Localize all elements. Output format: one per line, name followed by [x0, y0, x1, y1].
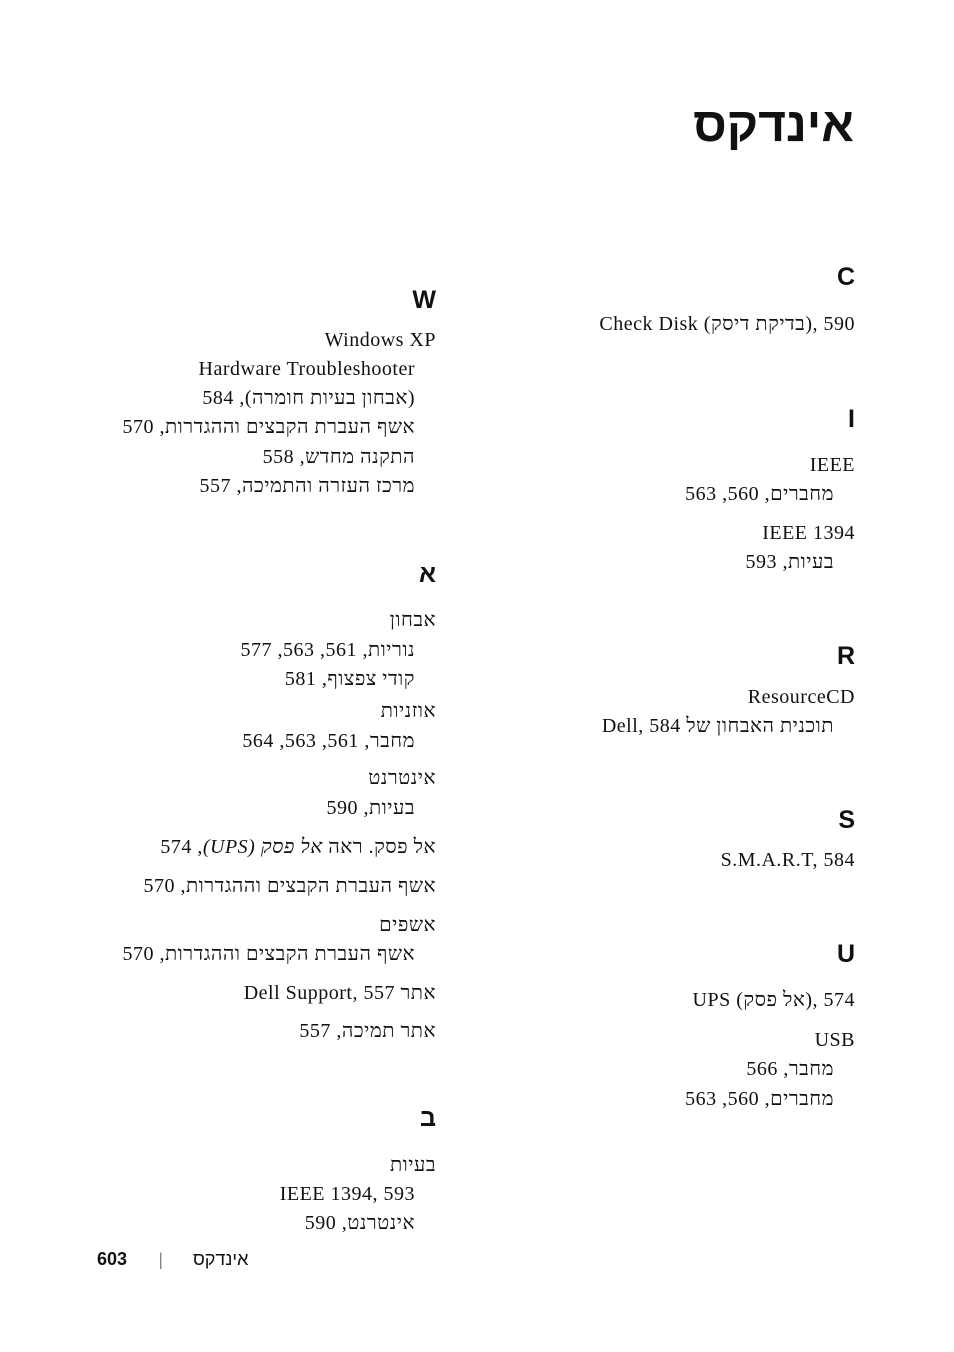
- section-letter: I: [848, 405, 855, 433]
- index-entry-see-also: [160, 834, 436, 860]
- page-title: אינדקס: [693, 99, 854, 152]
- index-subentry: Hardware Troubleshooter: [198, 358, 415, 380]
- index-entry: אינטרנט: [368, 767, 436, 789]
- index-entry: Windows XP: [324, 329, 436, 351]
- page-number: 603: [97, 1249, 128, 1269]
- index-subentry: אינטרנט, 590: [304, 1212, 415, 1234]
- footer-section-label: אינדקס: [193, 1249, 249, 1269]
- index-entry: USB: [814, 1029, 855, 1051]
- index-entry: ResourceCD: [747, 686, 855, 708]
- index-subentry: קודי צפצוף, 581: [284, 668, 415, 690]
- index-subentry: IEEE 1394, 593: [279, 1183, 415, 1205]
- index-subentry: התקנה מחדש, 558: [262, 446, 415, 468]
- section-letter: S: [838, 806, 855, 834]
- index-entry: UPS (אל פסק), 574: [692, 989, 855, 1011]
- index-entry: IEEE: [809, 454, 855, 476]
- index-subentry: בעיות, 593: [745, 551, 834, 573]
- index-entry: אשפים: [379, 914, 436, 936]
- footer-separator: |: [159, 1249, 163, 1269]
- index-subentry: מחבר, 561, 563, 564: [242, 730, 415, 752]
- index-entry: Check Disk (בדיקת דיסק), 590: [599, 313, 855, 335]
- index-subentry: נוריות, 561, 563, 577: [240, 639, 415, 661]
- index-subentry: אשף העברת הקבצים וההגדרות, 570: [122, 416, 415, 438]
- section-letter: C: [836, 263, 855, 291]
- index-subentry: (אבחון בעיות חומרה), 584: [202, 387, 415, 409]
- index-subentry: מחברים, 560, 563: [685, 483, 834, 505]
- index-entry: אתר תמיכה, 557: [299, 1020, 436, 1042]
- see-text: אל פסק. ראה: [322, 836, 436, 858]
- index-subentry: תוכנית האבחון של Dell, 584: [601, 715, 834, 737]
- index-subentry: מחבר, 566: [746, 1058, 834, 1080]
- section-letter: W: [412, 286, 436, 314]
- section-letter: R: [836, 642, 855, 670]
- index-entry: IEEE 1394: [762, 522, 855, 544]
- section-letter: ב: [419, 1104, 436, 1132]
- see-reference: אל פסק (UPS): [202, 836, 323, 858]
- index-entry: אוזניות: [380, 700, 436, 722]
- index-entry: אשף העברת הקבצים וההגדרות, 570: [143, 875, 436, 897]
- section-letter: U: [836, 940, 855, 968]
- index-subentry: מרכז העזרה והתמיכה, 557: [199, 475, 415, 497]
- index-entry: אתר Dell Support, 557: [243, 982, 436, 1004]
- index-subentry: בעיות, 590: [326, 797, 415, 819]
- index-subentry: מחברים, 560, 563: [685, 1088, 834, 1110]
- index-entry: בעיות: [389, 1154, 436, 1176]
- index-entry: אבחון: [389, 609, 436, 631]
- page-ref: , 574: [160, 836, 203, 858]
- index-subentry: אשף העברת הקבצים וההגדרות, 570: [122, 943, 415, 965]
- index-entry: S.M.A.R.T, 584: [720, 849, 855, 871]
- section-letter: א: [418, 560, 436, 588]
